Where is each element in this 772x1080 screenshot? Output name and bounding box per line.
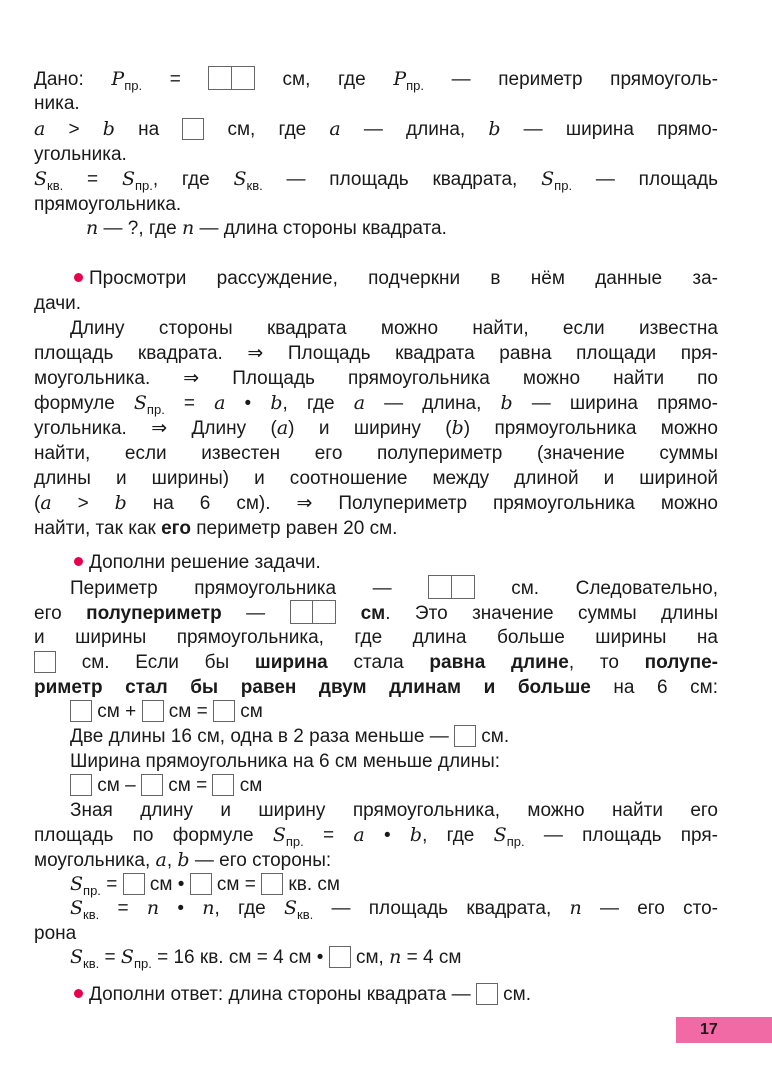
- page-number-tab: [676, 1017, 772, 1043]
- reasoning-line-2: площадь квадрата. ⇒ Площадь квадрата равна площади пря-: [34, 343, 718, 364]
- solution-line-3: и ширины прямоугольника, где длина больше ширины на: [34, 627, 718, 648]
- answer-box[interactable]: [70, 774, 92, 796]
- given-line-7: n — ?, где n — длина стороны квадрата.: [86, 217, 447, 239]
- answer-box[interactable]: [261, 873, 283, 895]
- reasoning-line-8: (a > b на 6 см). ⇒ Полупериметр прямоугольника можно: [34, 492, 719, 514]
- solution-line-4: см. Если бы ширина стала равна длине, то полупе-: [34, 650, 718, 675]
- given-line-3: a > b на см, где a — длина, b — ширина прямо-: [34, 118, 718, 140]
- answer-box[interactable]: [123, 873, 145, 895]
- reasoning-line-7: длины и ширины) и соотношение между длиной и шириной: [34, 468, 718, 489]
- solution-line-16: $S_{кв.} = S_{пр.} = 16$ кв. см = 4 см • см, n = 4 см: [70, 946, 462, 971]
- task-instruction-1-cont: дачи.: [34, 293, 82, 314]
- answer-box[interactable]: [182, 118, 204, 140]
- answer-box[interactable]: [329, 946, 351, 968]
- solution-line-12: моугольника, a, b — его стороны:: [34, 849, 332, 871]
- solution-line-1: Периметр прямоугольника — см. Следовательно,: [70, 575, 718, 600]
- bullet-icon: [74, 557, 83, 566]
- answer-box[interactable]: [212, 774, 234, 796]
- task-instruction-1: Просмотри рассуждение, подчеркни в нём данные за-: [74, 266, 718, 291]
- given-line-5: $S_{кв.} = S_{пр.}$, где $S_{кв.}$ — площадь квадрата, $S_{пр.}$ — площадь: [34, 168, 718, 193]
- answer-box[interactable]: [34, 651, 56, 673]
- given-line-1: Дано: $P_{пр.}$ = см, где $P_{пр.}$ — периметр прямоуголь-: [34, 68, 718, 93]
- page-number: 17: [700, 1021, 718, 1038]
- task-instruction-3: Дополни ответ: длина стороны квадрата — см.: [74, 982, 718, 1007]
- answer-box-2digit[interactable]: [428, 575, 475, 599]
- reasoning-line-3: моугольника. ⇒ Площадь прямоугольника можно найти по: [34, 368, 718, 389]
- solution-line-10: Зная длину и ширину прямоугольника, можно найти его: [70, 800, 718, 821]
- solution-line-14: $S_{кв.} = n$ • n, где $S_{кв.}$ — площадь квадрата, n — его сто-: [70, 897, 718, 922]
- given-line-4: угольника.: [34, 144, 127, 165]
- reasoning-line-5: угольника. ⇒ Длину (a) и ширину (b) прямоугольника можно: [34, 417, 718, 439]
- task-instruction-2: Дополни решение задачи.: [74, 550, 718, 575]
- bullet-icon: [74, 273, 83, 282]
- reasoning-line-4: формуле $S_{пр.} = a$ • b, где a — длина, b — ширина прямо-: [34, 392, 718, 417]
- solution-line-5: риметр стал бы равен двум длинам и больше на 6 см:: [34, 677, 719, 698]
- reasoning-line-1: Длину стороны квадрата можно найти, если известна: [70, 318, 718, 339]
- solution-line-2: его полупериметр — см. Это значение суммы длины: [34, 600, 718, 625]
- answer-box-2digit[interactable]: [290, 600, 337, 624]
- solution-line-9: см – см = см: [70, 773, 718, 798]
- answer-box[interactable]: [454, 725, 476, 747]
- answer-box[interactable]: [213, 700, 235, 722]
- given-line-2: ника.: [34, 93, 80, 114]
- reasoning-line-6: найти, если известен его полупериметр (значение суммы: [34, 443, 718, 464]
- solution-line-15: рона: [34, 923, 77, 944]
- answer-box[interactable]: [142, 700, 164, 722]
- solution-line-7: Две длины 16 см, одна в 2 раза меньше — см.: [70, 726, 510, 747]
- solution-line-6: см + см = см: [70, 699, 718, 724]
- solution-line-8: Ширина прямоугольника на 6 см меньше длины:: [70, 751, 501, 772]
- answer-box[interactable]: [190, 873, 212, 895]
- solution-line-13: $S_{пр.}$ = см • см = кв. см: [70, 873, 340, 898]
- solution-line-11: площадь по формуле $S_{пр.} = a$ • b, где $S_{пр.}$ — площадь пря-: [34, 824, 719, 849]
- answer-box[interactable]: [70, 700, 92, 722]
- answer-box[interactable]: [141, 774, 163, 796]
- reasoning-line-9: найти, так как его периметр равен 20 см.: [34, 518, 398, 539]
- bullet-icon: [74, 989, 83, 998]
- answer-box[interactable]: [476, 983, 498, 1005]
- given-line-6: прямоугольника.: [34, 194, 182, 215]
- answer-box-2digit[interactable]: [208, 66, 255, 90]
